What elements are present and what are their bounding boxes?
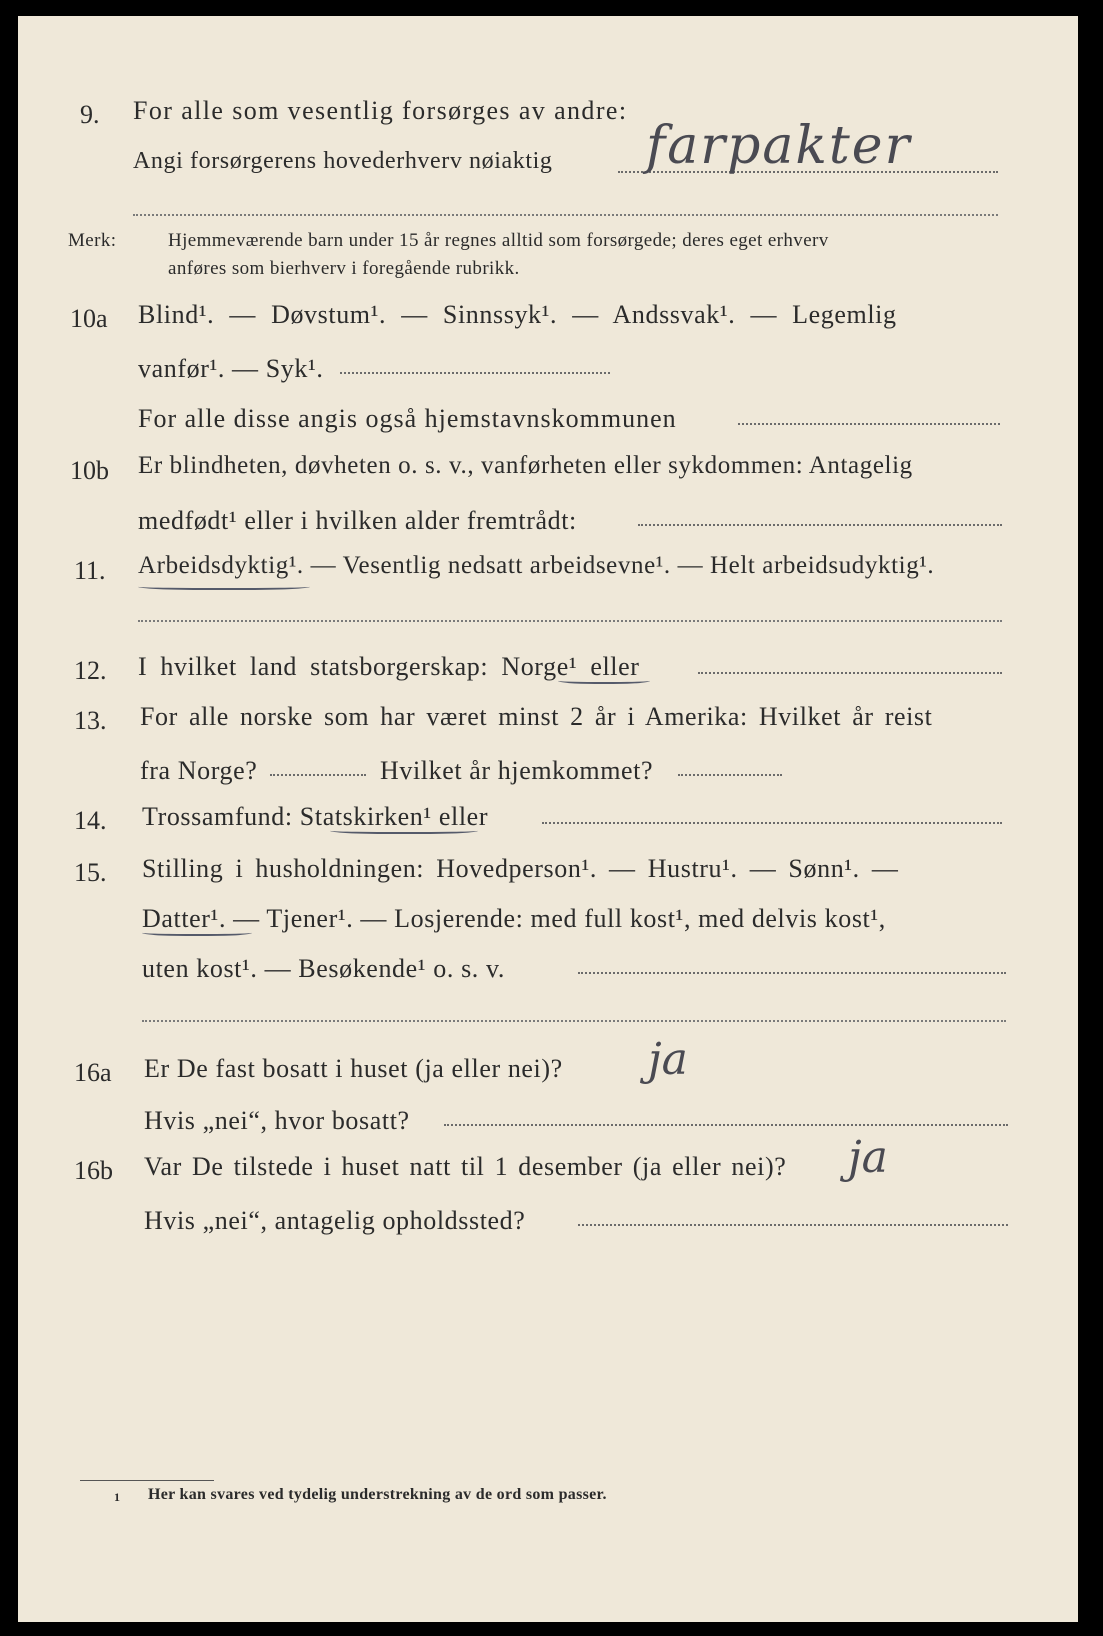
q11-underline-mark — [138, 582, 310, 590]
q9-text-line1: For alle som vesentlig forsørges av andre: — [133, 96, 628, 125]
q16a-number: 16a — [74, 1058, 112, 1087]
q10b-text-line1: Er blindheten, døvheten o. s. v., vanførheten eller sykdommen: Antagelig — [138, 452, 913, 479]
q10b-answer-line — [638, 524, 1002, 526]
q10a-text-line2: vanfør¹. — Syk¹. — [138, 354, 324, 383]
q13-text-line1: For alle norske som har været minst 2 år i Amerika: Hvilket år reist — [140, 702, 933, 731]
q16b-text-line2: Hvis „nei“, antagelig opholdssted? — [144, 1206, 526, 1235]
q15-underline-mark — [142, 928, 252, 936]
q16b-answer-line — [578, 1224, 1008, 1226]
footnote-text: Her kan svares ved tydelig understrekning av de ord som passer. — [148, 1486, 607, 1503]
q12-answer-line — [698, 672, 1002, 674]
q10a-number: 10a — [70, 304, 108, 333]
q16a-answer-line — [444, 1124, 1008, 1126]
q12-text-line1: I hvilket land statsborgerskap: Norge¹ eller — [138, 652, 640, 681]
q10a-answer-line1 — [340, 372, 610, 374]
footnote-mark: 1 — [114, 1490, 121, 1504]
q15-text-line2: Datter¹. — Tjener¹. — Losjerende: med full kost¹, med delvis kost¹, — [142, 904, 886, 933]
q11-number: 11. — [74, 556, 106, 585]
q9-number: 9. — [80, 100, 100, 129]
q15-answer-line2 — [142, 1020, 1006, 1022]
q16b-handwritten-answer: ja — [848, 1132, 888, 1183]
q9-handwritten-answer: farpakter — [646, 116, 912, 176]
q12-underline-mark — [558, 676, 650, 684]
merk-text-line1: Hjemmeværende barn under 15 år regnes alltid som forsørgede; deres eget erhverv — [168, 230, 829, 251]
q14-underline-mark — [330, 826, 478, 834]
q14-answer-line — [542, 822, 1002, 824]
footnote-rule — [80, 1480, 214, 1481]
q11-answer-line — [138, 620, 1002, 622]
q10a-text-line3: For alle disse angis også hjemstavnskommunen — [138, 404, 677, 433]
q15-text-line1: Stilling i husholdningen: Hovedperson¹. — Hustru¹. — Sønn¹. — — [142, 854, 899, 883]
q13-number: 13. — [74, 706, 107, 735]
q16a-text-line2: Hvis „nei“, hvor bosatt? — [144, 1106, 410, 1135]
q10a-text-line1: Blind¹. — Døvstum¹. — Sinnssyk¹. — Andssvak¹. — Legemlig — [138, 300, 897, 329]
q15-number: 15. — [74, 858, 107, 887]
q9-extra-line — [133, 214, 998, 216]
q13-answer-line2 — [678, 774, 782, 776]
q16a-handwritten-answer: ja — [648, 1034, 688, 1085]
q14-text-line1: Trossamfund: Statskirken¹ eller — [142, 802, 489, 831]
q14-number: 14. — [74, 806, 107, 835]
merk-label: Merk: — [68, 230, 117, 251]
q11-text-line1: Arbeidsdyktig¹. — Vesentlig nedsatt arbeidsevne¹. — Helt arbeidsudyktig¹. — [138, 552, 935, 579]
q16a-text-line1: Er De fast bosatt i huset (ja eller nei)? — [144, 1054, 563, 1083]
q10b-number: 10b — [70, 456, 109, 485]
q12-number: 12. — [74, 656, 107, 685]
q10b-text-line2: medfødt¹ eller i hvilken alder fremtrådt: — [138, 506, 577, 535]
q10a-answer-line2 — [738, 423, 1000, 425]
q13-answer-line1 — [270, 774, 366, 776]
census-form-page — [18, 16, 1078, 1622]
q16b-text-line1: Var De tilstede i huset natt til 1 desember (ja eller nei)? — [144, 1152, 787, 1181]
q15-answer-line1 — [578, 972, 1006, 974]
q9-text-line2: Angi forsørgerens hovederhverv nøiaktig — [133, 148, 553, 174]
merk-text-line2: anføres som bierhverv i foregående rubrikk. — [168, 258, 520, 279]
q13-text-line2b: Hvilket år hjemkommet? — [380, 756, 654, 785]
q15-text-line3: uten kost¹. — Besøkende¹ o. s. v. — [142, 954, 506, 983]
q16b-number: 16b — [74, 1156, 113, 1185]
q13-text-line2a: fra Norge? — [140, 756, 258, 785]
